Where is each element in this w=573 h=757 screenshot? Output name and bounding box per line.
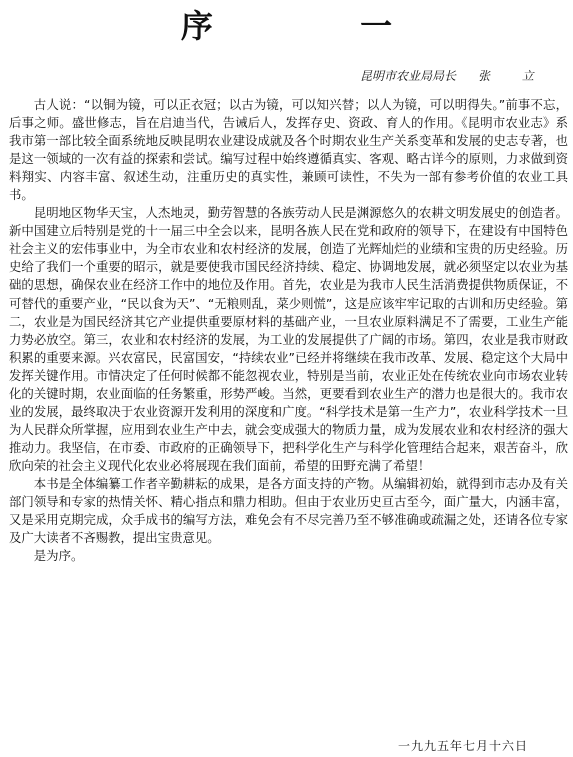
page-title: 序 一 bbox=[180, 7, 461, 45]
signature-date: 一九九五年七月十六日 bbox=[398, 739, 529, 753]
preface-body bbox=[9, 96, 568, 565]
paragraph: 本书是全体编纂工作者辛勤耕耘的成果，是各方面支持的产物。从编辑初始，就得到市志办及有关部门领导和专家的热情关怀、精心指点和鼎力相助。但由于农业历史亘古至今，面广量大，内涵丰富，又是采用克期完成，众手成书的编写方法，难免会有不尽完善乃至不够准确或疏漏之处，还请各位专家及广大读者不吝赐教，提出宝贵意见。 bbox=[9, 475, 568, 546]
paragraph: 古人说：“以铜为镜，可以正衣冠；以古为镜，可以知兴替；以人为镜，可以明得失。”前事不忘，后事之师。盛世修志，旨在启迪当代，告诫后人，发挥存史、资政、育人的作用。《昆明市农业志》系我市第一部比较全面系统地反映昆明农业建设成就及各个时期农业生产关系变革和发展的史志专著，也是这一领域的一次有益的探索和尝试。编写过程中始终遵循真实、客观、略古详今的原则，力求做到资料翔实、内容丰富、叙述生动，注重历史的真实性，兼顾可读性，不失为一部有参考价值的农业工具书。 bbox=[9, 97, 568, 203]
paragraph: 昆明地区物华天宝，人杰地灵，勤劳智慧的各族劳动人民是渊源悠久的农耕文明发展史的创造者。新中国建立后特别是党的十一届三中全会以来，昆明各族人民在党和政府的领导下，在建设有中国特色社会主义的宏伟事业中，为全市农业和农村经济的发展，创造了光辉灿烂的业绩和宝贵的历史经验。历史给了我们一个重要的昭示，就是要使我市国民经济持续、稳定、协调地发展，就必须坚定以农业为基础的思想，确保农业在经济工作中的地位及作用。首先，农业是为我市人民生活消费提供物质保证，不可替代的重要产业，“民以食为天”、“无粮则乱，菜少则慌”，这是应该牢牢记取的古训和历史经验。第二，农业是为国民经济其它产业提供重要原材料的基础产业，一旦农业原料满足不了需要，工业生产能力势必放空。第三，农业和农村经济的发展，为工业的发展提供了广阔的市场。第四，农业是我市财政积累的重要来源。兴农富民，民富国安，“持续农业”已经并将继续在我市改革、发展、稳定这个大局中发挥关键作用。市情决定了任何时候都不能忽视农业，特别是当前，农业正处在传统农业向市场农业转化的关键时期，农业面临的任务繁重，形势严峻。当然，更要看到农业生产的潜力也是很大的。我市农业的发展，最终取决于农业资源开发利用的深度和广度。“科学技术是第一生产力”，农业科学技术一旦为人民群众所掌握，应用到农业生产中去，就会变成强大的物质力量，成为发展农业和农村经济的强大推动力。我坚信，在市委、市政府的正确领导下，把科学化生产与科学化管理结合起来，艰苦奋斗，欣欣向荣的社会主义现代化农业必将展现在我们面前，希望的田野充满了希望！ bbox=[9, 205, 568, 473]
author-name: 张 立 bbox=[478, 69, 548, 83]
author-affiliation: 昆明市农业局局长 bbox=[360, 69, 457, 83]
paragraph: 是为序。 bbox=[33, 548, 84, 564]
author-line bbox=[360, 68, 548, 84]
